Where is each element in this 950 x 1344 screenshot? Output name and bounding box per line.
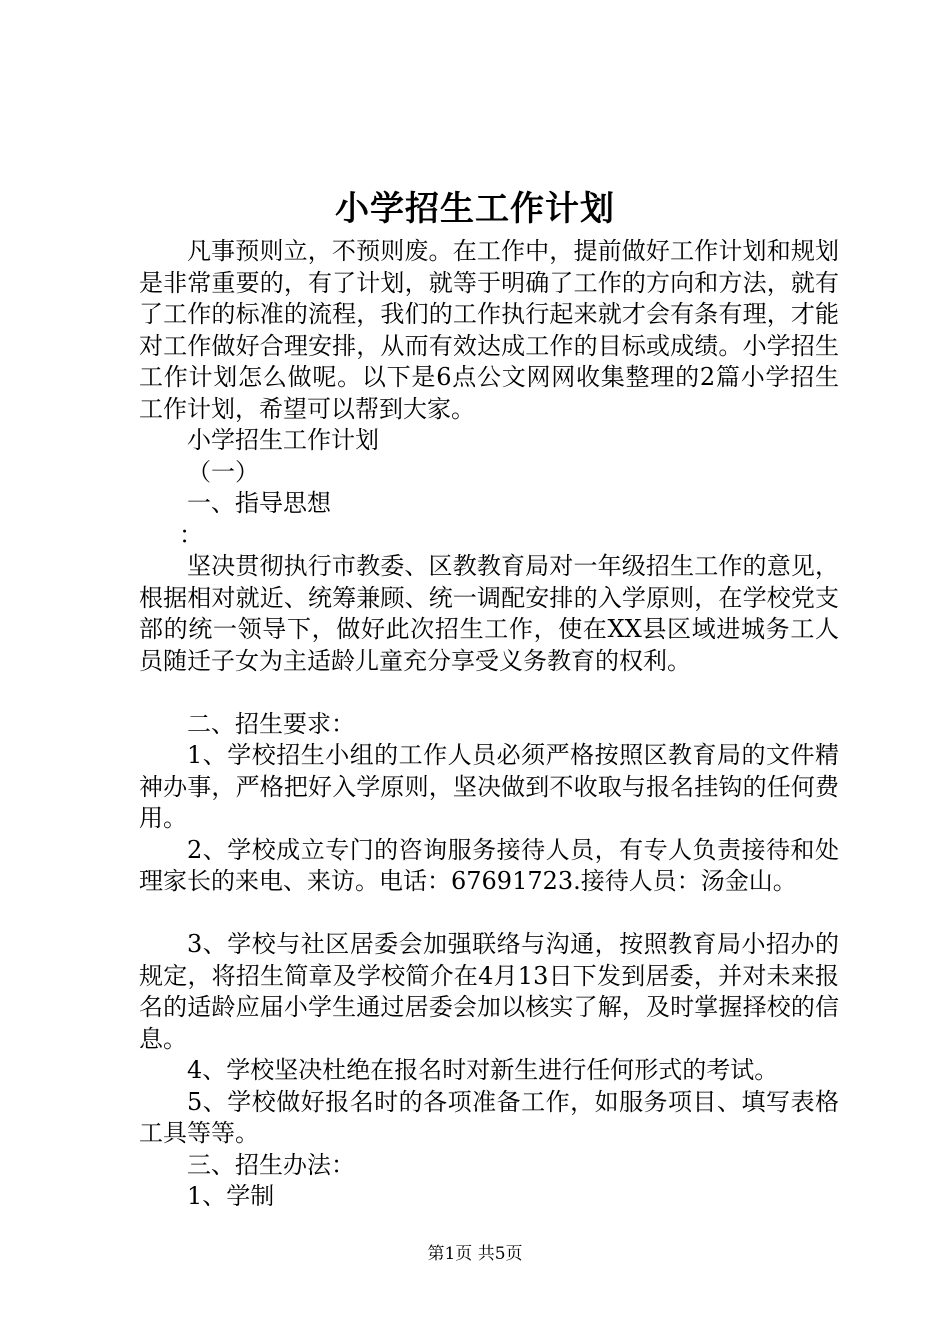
page-footer: 第1页 共5页 — [427, 1244, 523, 1264]
subtitle: 小学招生工作计划 — [187, 426, 379, 454]
intro-paragraph: 凡事预则立，不预则废。在工作中，提前做好工作计划和规划是非常重要的，有了计划，就等于明确了工作的方向和方法，就有了工作的标准的流程，我们的工作执行起来就才会有条有理，才能对工作做好合理安排，从而有效达成工作的目标或成绩。小学招生工作计划怎么做呢。以下是6点公文网网收集整理的2篇小学招生工作计划，希望可以帮到大家。 — [139, 237, 839, 423]
section-colon: ： — [179, 520, 203, 549]
section-heading-1: 一、指导思想 — [187, 489, 331, 517]
requirement-4: 4、学校坚决杜绝在报名时对新生进行任何形式的考试。 — [187, 1056, 779, 1084]
blank-line — [139, 677, 839, 709]
requirement-1: 1、学校招生小组的工作人员必须严格按照区教育局的文件精神办事，严格把好入学原则，坚决做到不收取与报名挂钩的任何费用。 — [139, 741, 839, 832]
section-1-body: 坚决贯彻执行市教委、区教教育局对一年级招生工作的意见，根据相对就近、统筹兼顾、统一调配安排的入学原则，在学校党支部的统一领导下，做好此次招生工作，使在XX县区域进城务工人员随迁子女为主适龄儿童充分享受义务教育的权利。 — [139, 552, 839, 675]
requirement-2: 2、学校成立专门的咨询服务接待人员，有专人负责接待和处理家长的来电、来访。电话：67691723.接待人员：汤金山。 — [139, 835, 839, 895]
part-number: （一） — [187, 457, 259, 486]
requirement-3: 3、学校与社区居委会加强联络与沟通，按照教育局小招办的规定，将招生简章及学校简介在4月13日下发到居委，并对未来报名的适龄应届小学生通过居委会加以核实了解，及时掌握择校的信息。 — [139, 930, 839, 1053]
page-title: 小学招生工作计划 — [335, 189, 615, 229]
section-heading-2: 二、招生要求： — [187, 709, 355, 738]
method-1: 1、学制 — [187, 1182, 275, 1210]
requirement-5: 5、学校做好报名时的各项准备工作，如服务项目、填写表格工具等等。 — [139, 1087, 839, 1147]
section-heading-3: 三、招生办法： — [187, 1150, 355, 1179]
document-body — [139, 236, 839, 1213]
blank-line — [139, 898, 839, 930]
